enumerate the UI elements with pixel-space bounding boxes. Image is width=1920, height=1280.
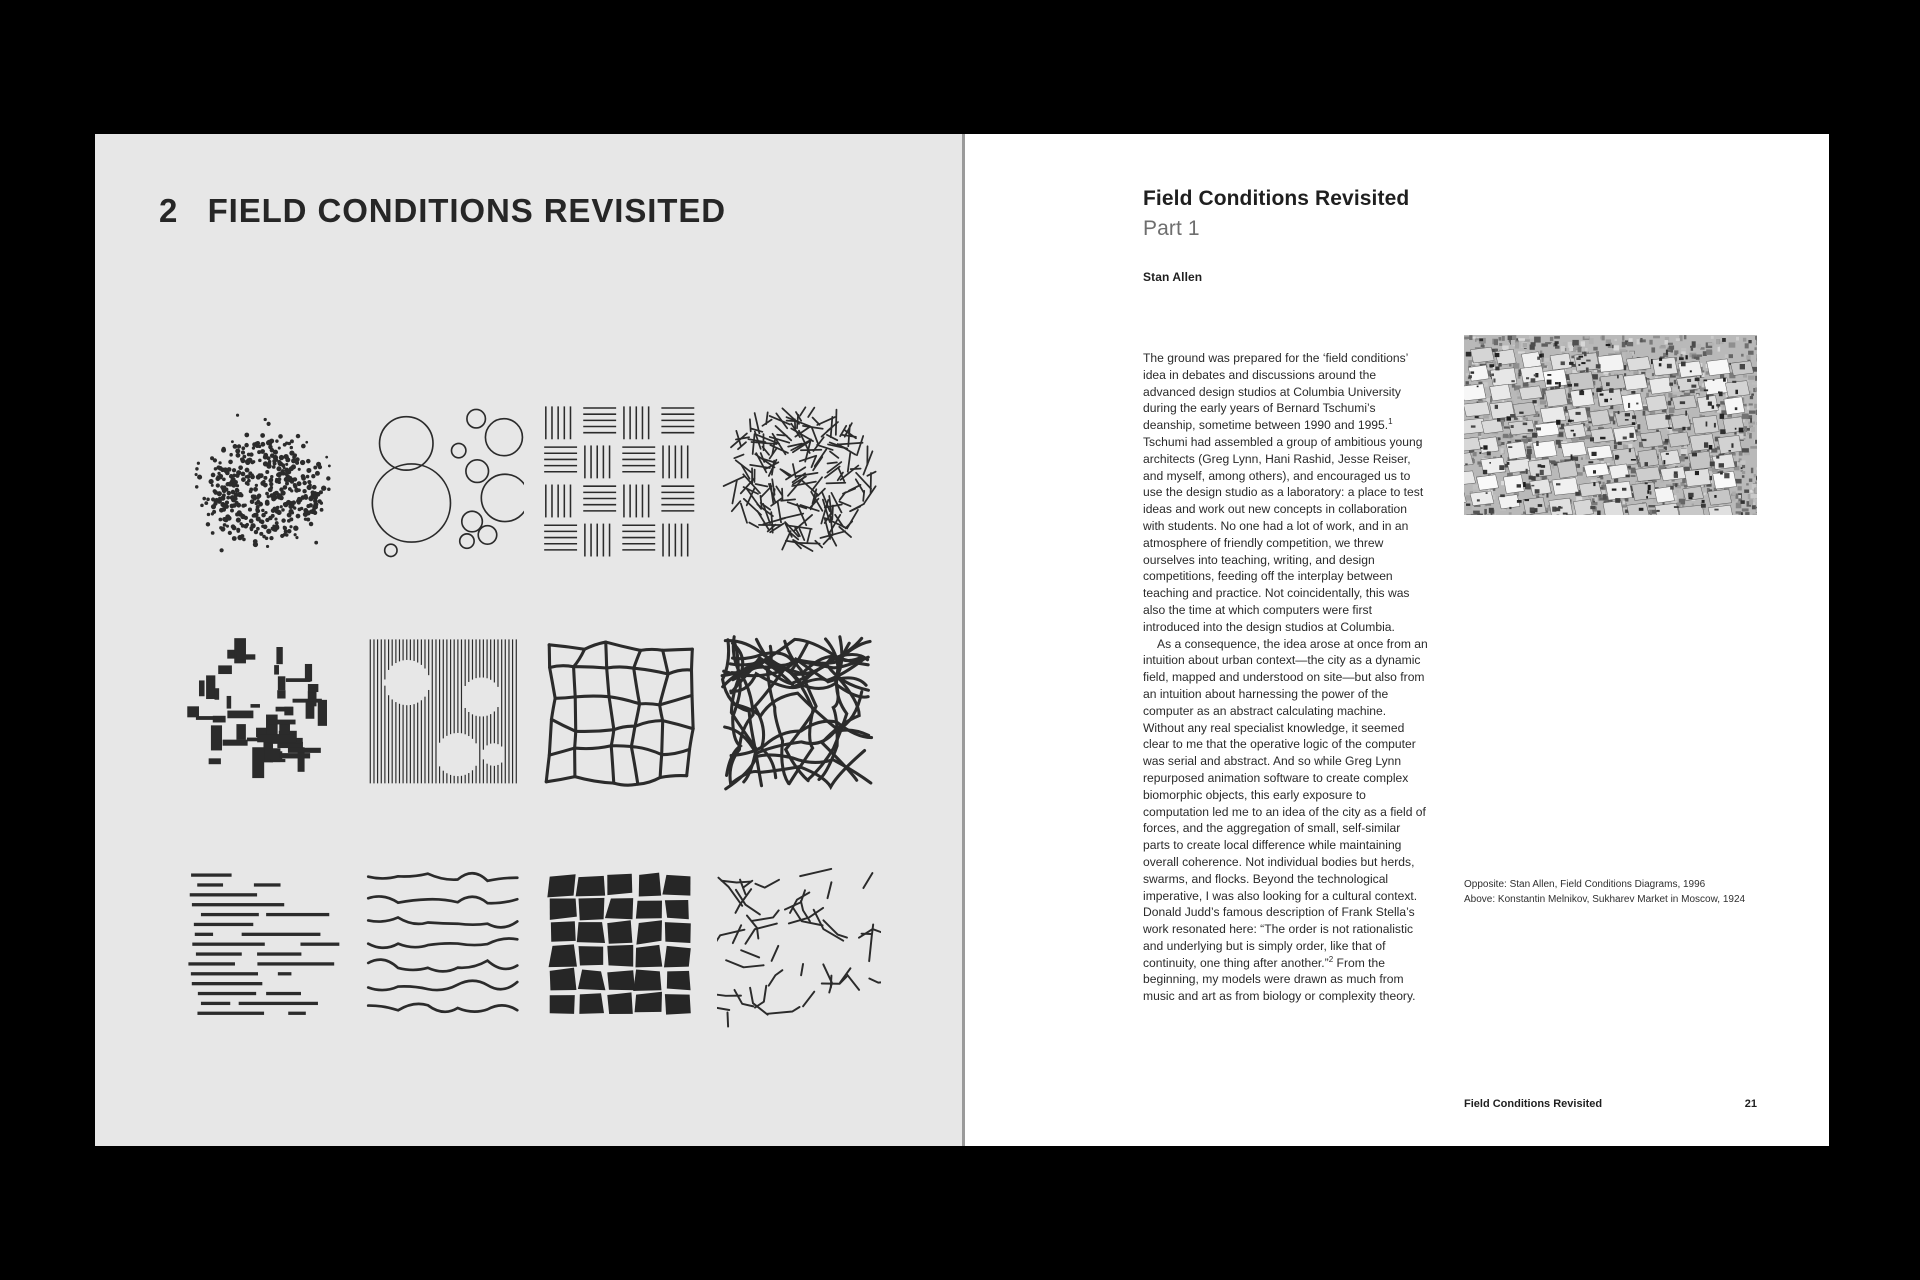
page-footer <box>1464 1098 1757 1110</box>
body-paragraph: As a consequence, the idea arose at once from an intuition about urban context—the city as a dynamic field, mapped and understood on site—but also from an intuition about harnessing the power of the computer as an abstract calculating machine. Without any real specialist knowledge, it seemed clear to me that the operative logic of the computer was serial and abstract. And so while Greg Lynn repurposed animation software to create complex biomorphic objects, this early exposure to computation led me to an idea of the city as a field of forces, and the aggregation of small, self-similar parts to create local difference while maintaining overall coherence. Not individual bodies but herds, swarms, and flocks. Beyond the technological imperative, I was also looking for a cultural context. Donald Judd’s famous description of Frank Stella’s work resonated here: “The order is not rationalistic and underlying but is simply order, like that of continuity, one thing after another.”$^2$ From the beginning, my models were drawn as much from music and art as from biology or complexity theory. <box>1143 636 1428 1004</box>
diagram-circles-scatter <box>360 380 525 575</box>
market-photograph <box>1464 335 1757 515</box>
footer-running-title: Field Conditions Revisited <box>1464 1098 1603 1110</box>
chapter-title: FIELD CONDITIONS REVISITED <box>207 192 726 229</box>
diagram-striped-voids <box>360 613 525 808</box>
body-paragraph: The ground was prepared for the ‘field conditions’ idea in debates and discussions around the advanced design studios at Columbia University during the early years of Bernard Tschumi’s deanship, sometime between 1990 and 1995.$^1$ Tschumi had assembled a group of ambitious young architects (Greg Lynn, Hani Rashid, Jesse Reiser, and myself, among others), and encouraged us to use the design studio as a laboratory: a place to test ideas and work out new concepts in collaboration with students. No one had a lot of work, and in an atmosphere of friendly competition, we threw ourselves into teaching, writing, and design competitions, feeding off the interplay between teaching and practice. Not coincidentally, this was also the time at which computers were first introduced into the design studios at Columbia. <box>1143 351 1424 634</box>
chapter-heading <box>159 192 726 230</box>
caption-above: Above: Konstantin Melnikov, Sukharev Market in Moscow, 1924 <box>1464 893 1746 905</box>
diagram-tangled-net <box>717 613 882 808</box>
figure-captions <box>1464 878 1764 907</box>
diagram-tessellation <box>538 845 703 1040</box>
caption-opposite: Opposite: Stan Allen, Field Conditions Diagrams, 1996 <box>1464 879 1706 890</box>
article-part: Part 1 <box>1143 217 1200 240</box>
article-author: Stan Allen <box>1143 270 1203 284</box>
article-title: Field Conditions Revisited <box>1143 187 1410 210</box>
diagram-rect-scatter <box>181 613 346 808</box>
footnote-marker: 2 <box>1328 954 1334 964</box>
footnote-marker: 1 <box>1388 417 1393 427</box>
article-body-column <box>1143 350 1428 1005</box>
figure-block <box>1464 335 1757 515</box>
diagram-radial-strokes <box>717 380 882 575</box>
diagram-basket-weave <box>538 380 703 575</box>
chapter-number: 2 <box>159 192 178 229</box>
diagram-wavy-lines <box>360 845 525 1040</box>
right-page <box>965 134 1829 1146</box>
book-spread <box>95 134 1829 1146</box>
diagram-dot-cluster <box>181 380 346 575</box>
footer-page-number: 21 <box>1744 1098 1757 1110</box>
left-page <box>95 134 962 1146</box>
article-heading <box>1143 187 1409 284</box>
diagram-bent-strokes <box>717 845 882 1040</box>
diagram-bar-segments <box>181 845 346 1040</box>
diagram-warped-grid <box>538 613 703 808</box>
field-conditions-diagram-grid <box>181 380 881 1040</box>
